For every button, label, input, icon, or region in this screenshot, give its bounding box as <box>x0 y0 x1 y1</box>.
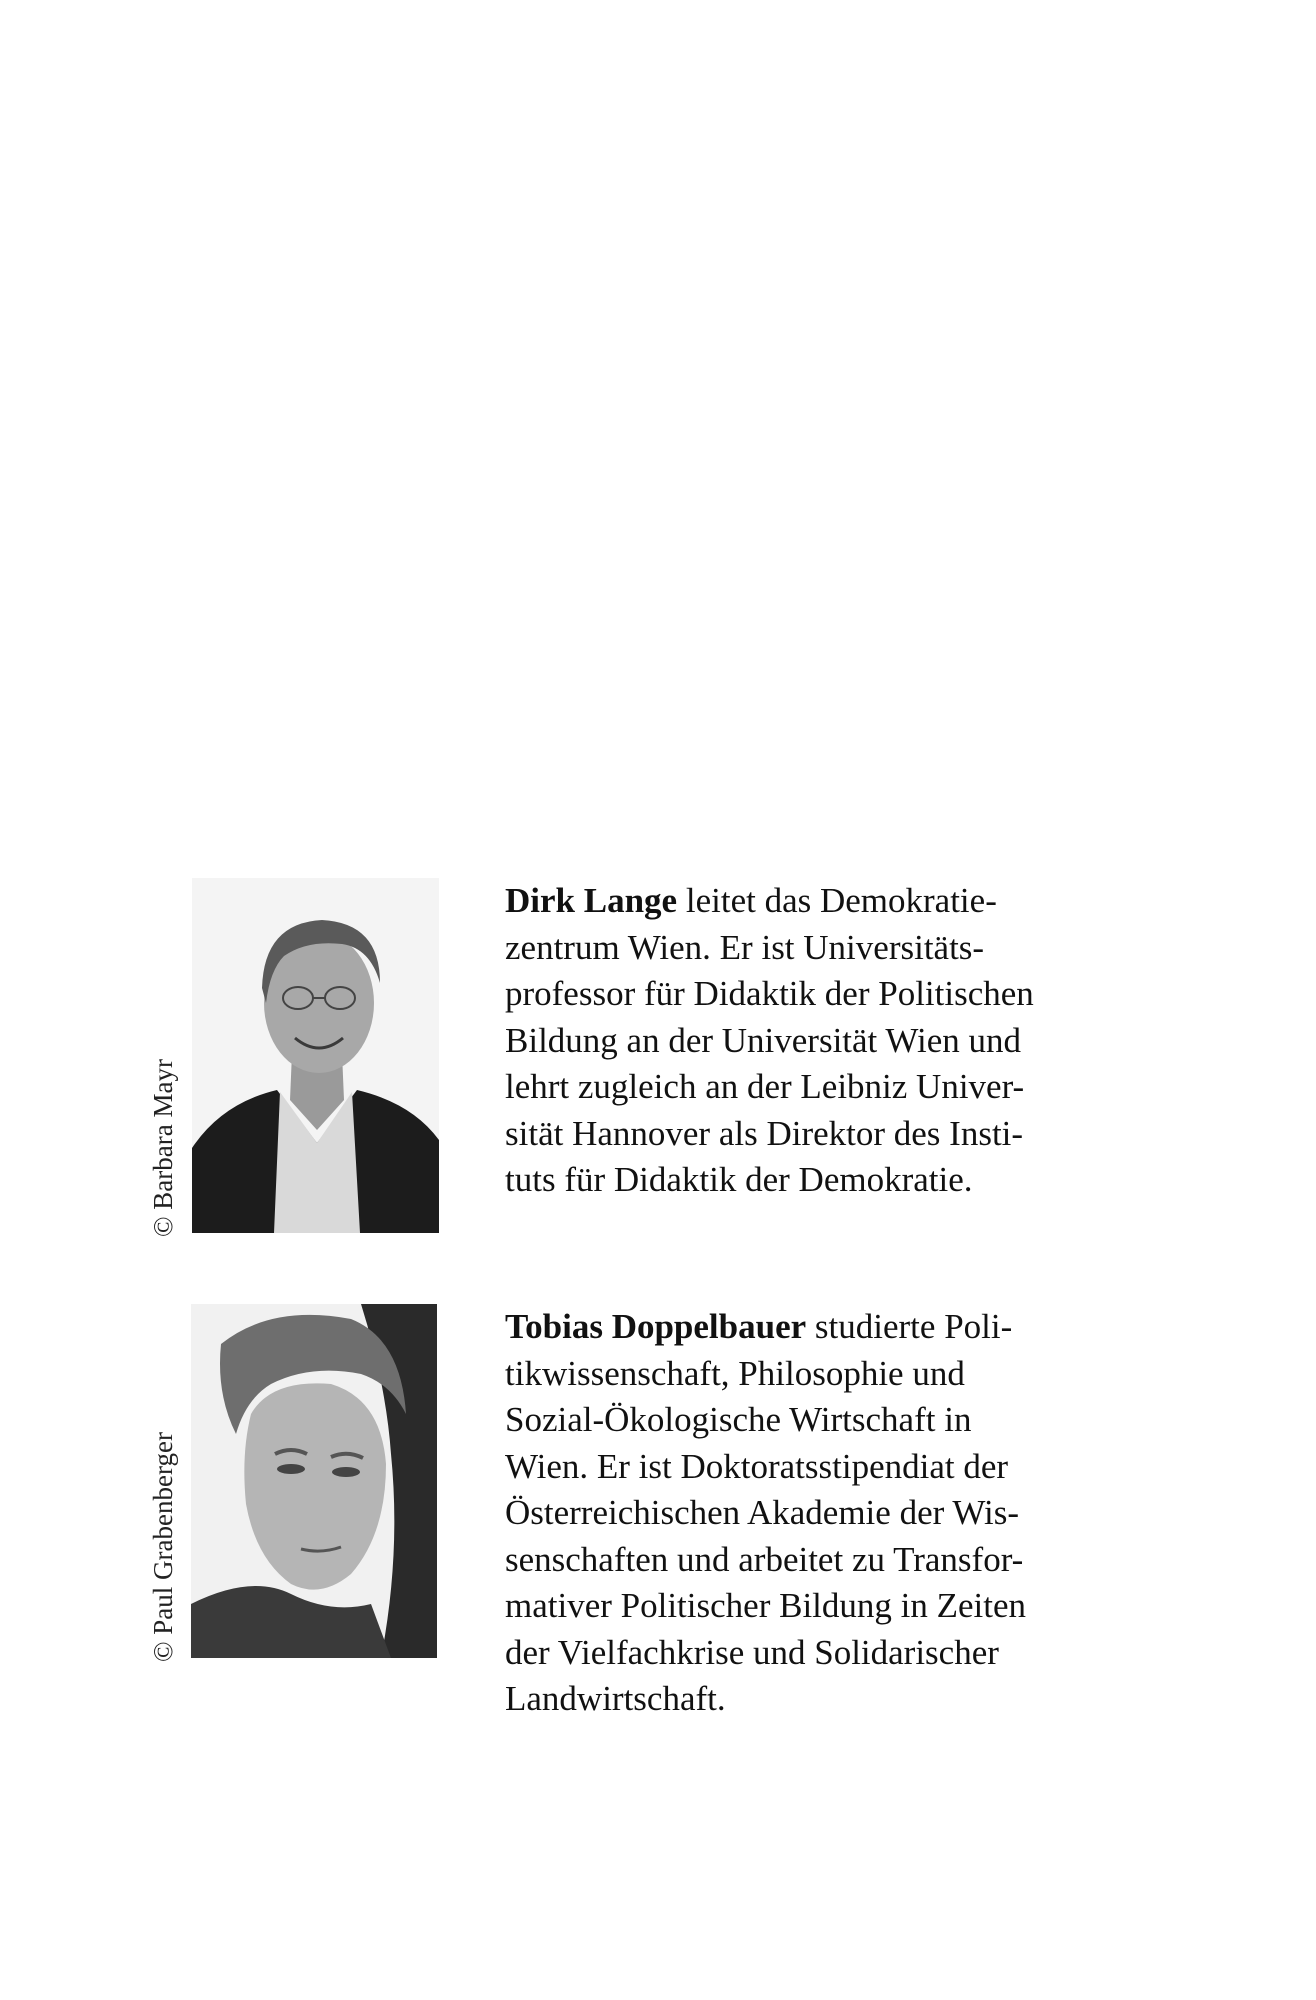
author-name: Dirk Lange <box>505 881 678 920</box>
bio-line-2: zentrum Wien. Er ist Universitäts- <box>505 927 985 967</box>
bio-line-4: Wien. Er ist Doktoratsstipendiat der <box>505 1446 1009 1486</box>
bio-line-3: professor für Didaktik der Politischen <box>505 974 1034 1013</box>
author-name: Tobias Doppelbauer <box>505 1307 807 1346</box>
bio-line-5: lehrt zugleich an der Leibniz Univer- <box>505 1067 1025 1106</box>
bio-line-4: Bildung an der Universität Wien und <box>505 1020 1022 1060</box>
photo-credit: © Barbara Mayr <box>148 1059 178 1237</box>
bio-line-6: senschaften und arbeitet zu Transfor- <box>505 1539 1024 1579</box>
bio-line-2: tikwissenschaft, Philosophie und <box>505 1353 965 1393</box>
bio-line-5: Österreichischen Akademie der Wis- <box>505 1493 1020 1532</box>
bio-line-9: Landwirtschaft. <box>505 1679 726 1718</box>
bio-line-1: Tobias Doppelbauer studierte Poli- <box>505 1307 1013 1346</box>
bio-line-3: Sozial-Ökologische Wirtschaft in <box>505 1400 972 1439</box>
bio-line-7: mativer Politischer Bildung in Zeiten <box>505 1586 1027 1625</box>
bio-line-1: Dirk Lange leitet das Demokratie- <box>505 881 997 920</box>
author-photo <box>191 1304 437 1658</box>
photo-credit: © Paul Grabenberger <box>148 1432 178 1662</box>
author-photo <box>192 878 439 1233</box>
bio-line-8: der Vielfachkrise und Solidarischer <box>505 1632 999 1672</box>
bio-line-7: tuts für Didaktik der Demokratie. <box>505 1160 973 1199</box>
bio-line-6: sität Hannover als Direktor des Insti- <box>505 1113 1024 1153</box>
author-bio <box>505 1304 1095 1723</box>
author-bio <box>505 878 1095 1204</box>
